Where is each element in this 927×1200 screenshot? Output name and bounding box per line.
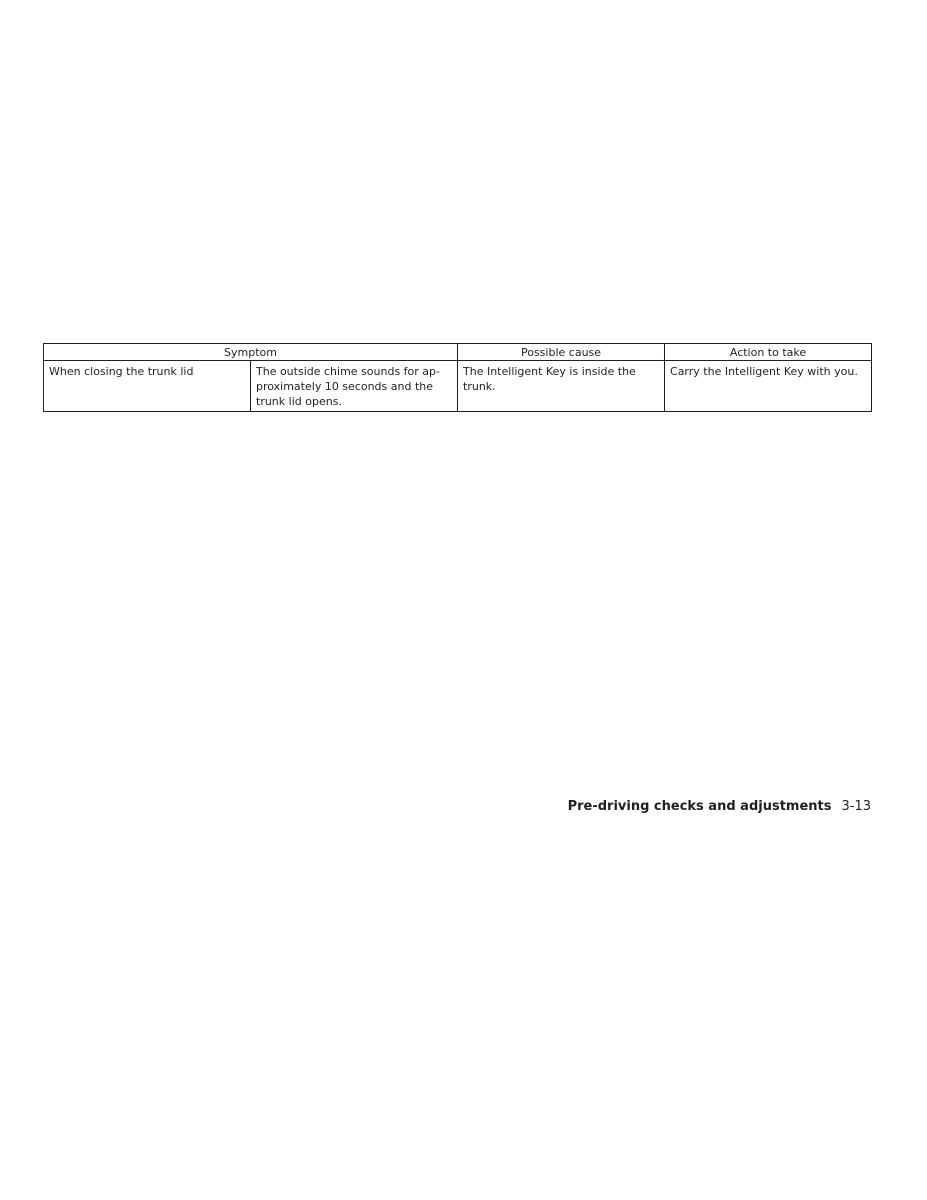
table-header-row <box>44 344 872 361</box>
cell-possible-cause: The Intelligent Key is inside the trunk. <box>458 361 665 412</box>
cell-action: Carry the Intelligent Key with you. <box>665 361 872 412</box>
cell-symptom: The outside chime sounds for ap- proximately 10 seconds and the trunk lid opens. <box>251 361 458 412</box>
table-row <box>44 361 872 412</box>
troubleshooting-table <box>43 343 872 412</box>
footer-section-title: Pre-driving checks and adjustments <box>567 799 832 814</box>
header-symptom: Symptom <box>44 344 458 361</box>
cell-condition: When closing the trunk lid <box>44 361 251 412</box>
page-footer <box>568 798 871 816</box>
footer-page-number: 3-13 <box>841 799 871 814</box>
header-possible-cause: Possible cause <box>458 344 665 361</box>
header-action-to-take: Action to take <box>665 344 872 361</box>
